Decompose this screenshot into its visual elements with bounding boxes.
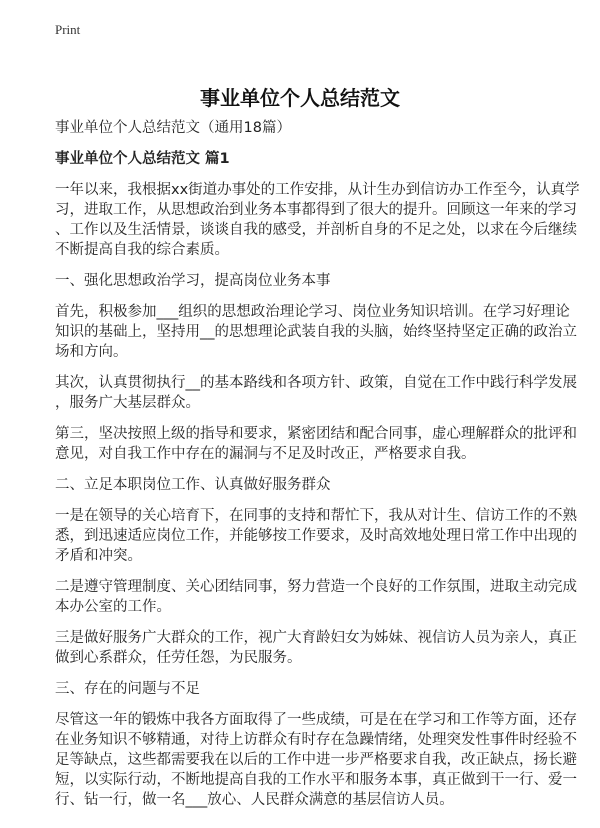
paragraph-line: 、工作以及生活情景，谈谈自我的感受，并剖析自身的不足之处，以求在今后继续 xyxy=(55,222,577,238)
paragraph-line: 做到心系群众，任劳任怨，为民服务。 xyxy=(55,650,302,666)
page-title: 事业单位个人总结范文 xyxy=(200,86,400,110)
paragraph-line: 二、立足本职岗位工作、认真做好服务群众 xyxy=(55,477,331,493)
paragraph-line: 本办公室的工作。 xyxy=(55,599,171,615)
paragraph-line: 一年以来，我根据xx街道办事处的工作安排，从计生办到信访办工作至今，认真学 xyxy=(55,182,580,198)
paragraph-line: 其次，认真贯彻执行__的基本路线和各项方针、政策，自觉在工作中践行科学发展 xyxy=(55,375,577,391)
paragraph xyxy=(55,180,580,260)
paragraphs xyxy=(55,180,580,810)
paragraph-line: 一是在领导的关心培育下，在同事的支持和帮忙下，我从对计生、信访工作的不熟 xyxy=(55,508,577,524)
subsection-heading xyxy=(55,475,555,495)
paragraph-line: 尽管这一年的锻炼中我各方面取得了一些成绩，可是在在学习和工作等方面，还存 xyxy=(55,712,577,728)
paragraph-line: ，服务广大基层群众。 xyxy=(55,395,200,411)
paragraph-line: 三、存在的问题与不足 xyxy=(55,681,200,697)
paragraph xyxy=(55,506,577,566)
subsection-heading xyxy=(55,679,555,699)
paragraph xyxy=(55,577,577,617)
paragraph-line: 习，进取工作，从思想政治到业务本事都得到了很大的提升。回顾这一年来的学习 xyxy=(55,202,577,218)
paragraph-line: 第三，坚决按照上级的指导和要求，紧密团结和配合同事，虚心理解群众的批评和 xyxy=(55,426,577,442)
paragraph-line: 悉，到迅速适应岗位工作，并能够按工作要求，及时高效地处理日常工作中出现的 xyxy=(55,528,577,544)
paragraph-line: 短，以实际行动，不断地提高自我的工作水平和服务本事，真正做到干一行、爱一 xyxy=(55,772,577,788)
paragraph xyxy=(55,424,577,464)
document-subtitle: 事业单位个人总结范文（通用18篇） xyxy=(55,120,291,136)
paragraph-line: 一、强化思想政治学习，提高岗位业务本事 xyxy=(55,273,331,289)
subsection-heading xyxy=(55,271,555,291)
document-body xyxy=(55,118,580,821)
paragraph xyxy=(55,628,577,668)
paragraph-line: 意见，对自我工作中存在的漏洞与不足及时改正，严格要求自我。 xyxy=(55,446,476,462)
paragraph-line: 矛盾和冲突。 xyxy=(55,548,142,564)
paragraph xyxy=(55,710,577,810)
paragraph xyxy=(55,373,577,413)
section-heading: 事业单位个人总结范文 篇1 xyxy=(55,151,230,167)
paragraph-line: 足等缺点，这些都需要我在以后的工作中进一步严格要求自我，改正缺点，扬长避 xyxy=(55,752,577,768)
paragraph-line: 在业务知识不够精通，对待上访群众有时存在急躁情绪，处理突发性事件时经验不 xyxy=(55,732,577,748)
paragraph-line: 首先，积极参加___组织的思想政治理论学习、岗位业务知识培训。在学习好理论 xyxy=(55,304,570,320)
paragraph-line: 行、钻一行，做一名___放心、人民群众满意的基层信访人员。 xyxy=(55,792,454,808)
print-link[interactable]: Print xyxy=(55,22,81,37)
paragraph-line: 二是遵守管理制度、关心团结同事，努力营造一个良好的工作氛围，进取主动完成 xyxy=(55,579,577,595)
paragraph xyxy=(55,302,577,362)
paragraph-line: 知识的基础上，坚持用__的思想理论武装自我的头脑，始终坚持坚定正确的政治立 xyxy=(55,324,577,340)
paragraph-line: 不断提高自我的综合素质。 xyxy=(55,242,229,258)
paragraph-line: 三是做好服务广大群众的工作，视广大育龄妇女为姊妹、视信访人员为亲人，真正 xyxy=(55,630,577,646)
paragraph-line: 场和方向。 xyxy=(55,344,128,360)
